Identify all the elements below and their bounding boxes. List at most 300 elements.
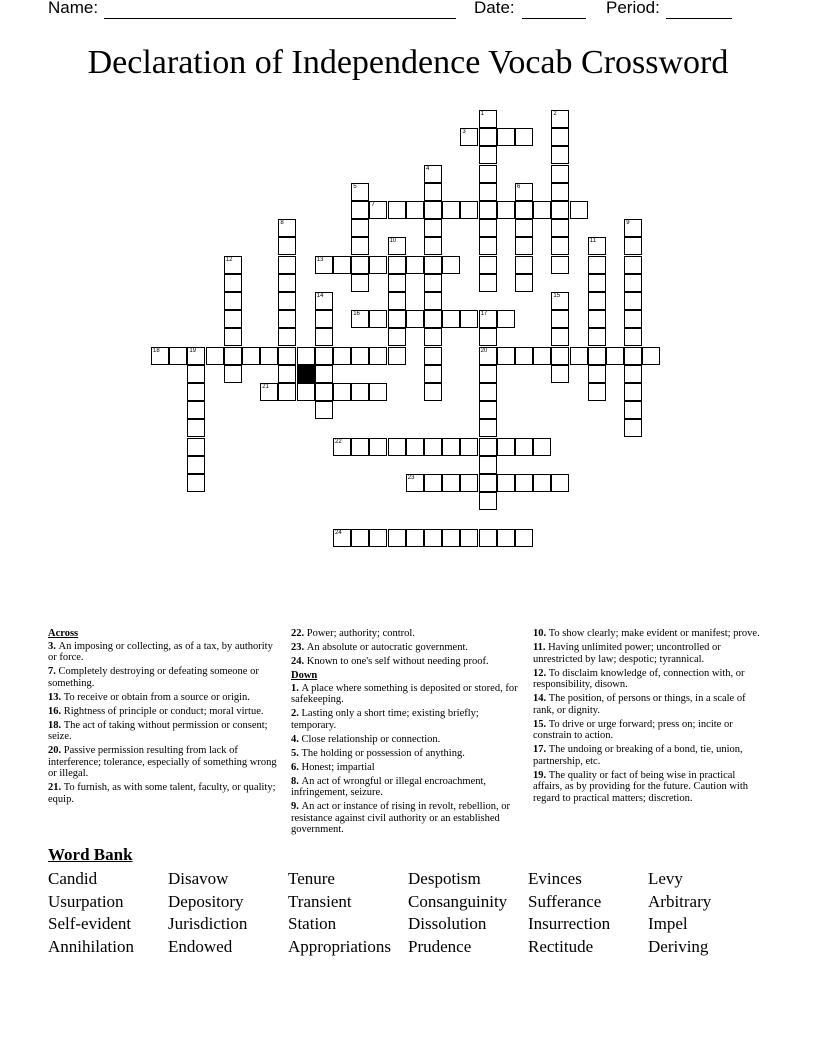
crossword-cell[interactable] <box>551 219 569 237</box>
crossword-cell[interactable] <box>224 256 242 274</box>
crossword-cell[interactable] <box>278 237 296 255</box>
clue-number-label: 5. <box>291 747 302 759</box>
crossword-cell[interactable] <box>224 274 242 292</box>
clue-number: 5 <box>353 183 357 190</box>
crossword-cell[interactable] <box>406 474 424 492</box>
crossword-cell[interactable] <box>169 347 187 365</box>
clue-number-label: 18. <box>48 719 64 731</box>
crossword-cell[interactable] <box>388 256 406 274</box>
crossword-cell[interactable] <box>406 438 424 456</box>
word-bank-title: Word Bank <box>48 845 133 864</box>
word-bank-item: Levy <box>648 869 683 888</box>
clue-number-label: 10. <box>533 628 549 639</box>
across-clue <box>291 642 523 654</box>
crossword-cell[interactable] <box>315 401 333 419</box>
clue-text: An act or instance of rising in revolt, rebellion, or resistance against civil authority or an established government. <box>291 801 510 835</box>
crossword-cell[interactable] <box>315 347 333 365</box>
word-bank-item: Deriving <box>648 936 709 956</box>
crossword-cell[interactable] <box>460 310 478 328</box>
crossword-cell[interactable] <box>424 274 442 292</box>
crossword-cell[interactable] <box>424 292 442 310</box>
word-bank-item: Rectitude <box>528 936 594 956</box>
crossword-cell[interactable] <box>424 438 442 456</box>
crossword-cell[interactable] <box>570 347 588 365</box>
crossword-cell[interactable] <box>624 292 642 310</box>
crossword-cell[interactable] <box>479 183 497 201</box>
crossword-cell[interactable] <box>351 347 369 365</box>
crossword-cell[interactable] <box>479 310 497 328</box>
crossword-cell[interactable] <box>606 347 624 365</box>
crossword-cell[interactable] <box>424 237 442 255</box>
crossword-cell[interactable] <box>224 347 242 365</box>
crossword-cell[interactable] <box>351 383 369 401</box>
crossword-cell[interactable] <box>406 310 424 328</box>
clue-text: An imposing or collecting, as of a tax, by authority or force. <box>48 640 273 663</box>
down-clue <box>291 776 523 799</box>
crossword-cell[interactable] <box>187 401 205 419</box>
date-label: Date: <box>474 0 515 17</box>
crossword-cell[interactable] <box>479 365 497 383</box>
crossword-cell[interactable] <box>187 438 205 456</box>
clue-text: An absolute or autocratic government. <box>306 642 468 653</box>
blocked-cell <box>297 365 315 383</box>
clue-text: To receive or obtain from a source or origin. <box>63 691 250 703</box>
word-bank-item: Endowed <box>168 936 233 956</box>
crossword-cell[interactable] <box>479 456 497 474</box>
crossword-cell[interactable] <box>533 438 551 456</box>
across-clue <box>291 656 523 668</box>
word-bank-item: Despotism <box>408 869 481 888</box>
crossword-cell[interactable] <box>479 146 497 164</box>
crossword-cell[interactable] <box>369 310 387 328</box>
word-bank-item: Depository <box>168 891 244 911</box>
crossword-cell[interactable] <box>388 347 406 365</box>
crossword-cell[interactable] <box>624 347 642 365</box>
clue-text: The undoing or breaking of a bond, tie, union, partnership, etc. <box>533 744 743 767</box>
across-clue <box>48 706 280 718</box>
crossword-cell[interactable] <box>388 274 406 292</box>
clue-text: Rightness of principle or conduct; moral virtue. <box>63 705 264 717</box>
crossword-cell[interactable] <box>424 328 442 346</box>
crossword-cell[interactable] <box>588 347 606 365</box>
crossword-cell[interactable] <box>588 256 606 274</box>
crossword-cell[interactable] <box>369 438 387 456</box>
crossword-cell[interactable] <box>424 256 442 274</box>
crossword-cell[interactable] <box>260 347 278 365</box>
clue-number: 15 <box>553 293 561 299</box>
crossword-cell[interactable] <box>551 365 569 383</box>
crossword-cell[interactable] <box>460 201 478 219</box>
crossword-cell[interactable] <box>442 529 460 547</box>
crossword-cell[interactable] <box>533 347 551 365</box>
crossword-cell[interactable] <box>515 474 533 492</box>
down-clue <box>291 748 523 760</box>
clue-number-label: 6. <box>291 761 302 773</box>
crossword-cell[interactable] <box>351 201 369 219</box>
crossword-cell[interactable] <box>369 256 387 274</box>
clue-text: Honest; impartial <box>301 761 375 773</box>
crossword-cell[interactable] <box>278 347 296 365</box>
word-bank-item: Impel <box>648 914 688 933</box>
word-bank-item: Candid <box>48 869 98 888</box>
crossword-cell[interactable] <box>624 274 642 292</box>
crossword-cell[interactable] <box>351 237 369 255</box>
crossword-cell[interactable] <box>224 328 242 346</box>
across-clue <box>48 692 280 704</box>
clue-number-label: 13. <box>48 691 64 703</box>
crossword-cell[interactable] <box>224 310 242 328</box>
crossword-cell[interactable] <box>551 201 569 219</box>
across-clue <box>291 628 523 640</box>
crossword-cell[interactable] <box>479 237 497 255</box>
crossword-cell[interactable] <box>351 183 369 201</box>
crossword-cell[interactable] <box>624 310 642 328</box>
crossword-cell[interactable] <box>479 274 497 292</box>
crossword-cell[interactable] <box>588 292 606 310</box>
crossword-cell[interactable] <box>479 128 497 146</box>
crossword-cell[interactable] <box>515 219 533 237</box>
clue-number-label: 3. <box>48 640 59 652</box>
crossword-cell[interactable] <box>570 201 588 219</box>
crossword-cell[interactable] <box>406 201 424 219</box>
crossword-cell[interactable] <box>624 365 642 383</box>
down-clue <box>533 744 765 767</box>
crossword-cell[interactable] <box>551 110 569 128</box>
crossword-cell[interactable] <box>424 383 442 401</box>
crossword-cell[interactable] <box>588 328 606 346</box>
word-bank-item: Insurrection <box>528 914 611 933</box>
down-clue <box>291 762 523 774</box>
crossword-cell[interactable] <box>497 128 515 146</box>
clue-number-label: 2. <box>291 708 302 719</box>
crossword-cell[interactable] <box>460 128 478 146</box>
clue-number-label: 11. <box>533 642 549 653</box>
crossword-cell[interactable] <box>406 256 424 274</box>
crossword-cell[interactable] <box>479 492 497 510</box>
crossword-cell[interactable] <box>187 474 205 492</box>
clue-number-label: 21. <box>48 782 64 793</box>
crossword-cell[interactable] <box>497 474 515 492</box>
crossword-cell[interactable] <box>551 165 569 183</box>
crossword-cell[interactable] <box>624 401 642 419</box>
crossword-cell[interactable] <box>497 347 515 365</box>
clue-text: The quality or fact of being wise in practical affairs, as by providing for the future. Caution with regard to practical matters; discretion. <box>533 769 749 804</box>
crossword-cell[interactable] <box>624 256 642 274</box>
word-bank-item: Arbitrary <box>648 891 712 911</box>
clues-column-3 <box>533 628 765 807</box>
crossword-cell[interactable] <box>278 328 296 346</box>
name-label: Name: <box>48 0 99 17</box>
crossword-cell[interactable] <box>333 347 351 365</box>
crossword-cell[interactable] <box>388 310 406 328</box>
crossword-cell[interactable] <box>278 365 296 383</box>
crossword-cell[interactable] <box>497 438 515 456</box>
down-clue <box>533 719 765 742</box>
clue-number-label: 16. <box>48 705 64 717</box>
crossword-cell[interactable] <box>388 237 406 255</box>
clue-number: 4 <box>426 165 430 172</box>
across-clue <box>48 666 280 689</box>
crossword-cell[interactable] <box>351 438 369 456</box>
crossword-cell[interactable] <box>315 383 333 401</box>
crossword-cell[interactable] <box>351 256 369 274</box>
clue-number: 16 <box>353 311 360 318</box>
crossword-cell[interactable] <box>460 529 478 547</box>
crossword-cell[interactable] <box>497 201 515 219</box>
crossword-cell[interactable] <box>551 256 569 274</box>
clue-text: Known to one's self without needing proof. <box>306 656 489 667</box>
word-bank-item: Evinces <box>528 869 582 888</box>
crossword-cell[interactable] <box>369 383 387 401</box>
crossword-cell[interactable] <box>333 256 351 274</box>
crossword-cell[interactable] <box>551 146 569 164</box>
clue-number-label: 4. <box>291 733 302 745</box>
crossword-cell[interactable] <box>533 474 551 492</box>
crossword-cell[interactable] <box>351 219 369 237</box>
crossword-cell[interactable] <box>479 110 497 128</box>
crossword-cell[interactable] <box>479 474 497 492</box>
crossword-cell[interactable] <box>642 347 660 365</box>
crossword-cell[interactable] <box>460 474 478 492</box>
clue-number: 22 <box>335 438 342 445</box>
clue-text: To furnish, as with some talent, faculty, or quality; equip. <box>48 782 276 805</box>
crossword-cell[interactable] <box>315 292 333 310</box>
clue-number: 21 <box>262 384 269 390</box>
crossword-cell[interactable] <box>479 401 497 419</box>
crossword-cell[interactable] <box>551 474 569 492</box>
crossword-cell[interactable] <box>424 474 442 492</box>
crossword-cell[interactable] <box>533 201 551 219</box>
across-heading: Across <box>48 628 79 639</box>
crossword-cell[interactable] <box>479 529 497 547</box>
clue-number-label: 9. <box>291 801 302 812</box>
crossword-cell[interactable] <box>388 529 406 547</box>
crossword-cell[interactable] <box>315 328 333 346</box>
crossword-cell[interactable] <box>551 328 569 346</box>
word-bank-item: Usurpation <box>48 891 124 911</box>
clue-text: A place where something is deposited or stored, for safekeeping. <box>291 682 518 705</box>
clue-number: 14 <box>316 293 324 299</box>
crossword-cell[interactable] <box>424 347 442 365</box>
word-bank-item: Tenure <box>288 869 335 888</box>
clue-number-label: 12. <box>533 667 549 679</box>
clue-text: The position, of persons or things, in a scale of rank, or dignity. <box>533 693 746 716</box>
clue-text: The holding or possession of anything. <box>301 747 465 759</box>
crossword-cell[interactable] <box>588 383 606 401</box>
down-clue <box>291 683 523 706</box>
word-bank-item: Prudence <box>408 936 472 956</box>
crossword-cell[interactable] <box>351 274 369 292</box>
crossword-cell[interactable] <box>588 310 606 328</box>
crossword-cell[interactable] <box>424 310 442 328</box>
crossword-cell[interactable] <box>497 310 515 328</box>
clue-number-label: 14. <box>533 693 549 704</box>
crossword-cell[interactable] <box>333 383 351 401</box>
clue-text: Having unlimited power; uncontrolled or unrestricted by law; despotic; tyrannical. <box>533 642 721 665</box>
crossword-cell[interactable] <box>442 256 460 274</box>
clue-text: To show clearly; make evident or manifest; prove. <box>548 628 760 639</box>
crossword-cell[interactable] <box>278 310 296 328</box>
clue-number: 20 <box>480 347 488 354</box>
crossword-cell[interactable] <box>588 365 606 383</box>
crossword-cell[interactable] <box>424 219 442 237</box>
crossword-cell[interactable] <box>224 292 242 310</box>
clue-number: 6 <box>517 183 521 190</box>
crossword-cell[interactable] <box>206 347 224 365</box>
clue-text: To drive or urge forward; press on; incite or constrain to action. <box>533 718 733 741</box>
crossword-cell[interactable] <box>315 256 333 274</box>
crossword-cell[interactable] <box>588 274 606 292</box>
crossword-cell[interactable] <box>515 347 533 365</box>
crossword-cell[interactable] <box>260 383 278 401</box>
crossword-cell[interactable] <box>551 292 569 310</box>
clues-column-2 <box>291 628 523 838</box>
crossword-cell[interactable] <box>460 438 478 456</box>
crossword-cell[interactable] <box>424 365 442 383</box>
crossword-cell[interactable] <box>479 347 497 365</box>
crossword-cell[interactable] <box>388 292 406 310</box>
word-bank-item: Sufferance <box>528 891 602 911</box>
crossword-cell[interactable] <box>315 310 333 328</box>
across-clue <box>48 720 280 743</box>
crossword-cell[interactable] <box>333 438 351 456</box>
word-bank-item: Appropriations <box>288 936 391 956</box>
crossword-cell[interactable] <box>333 529 351 547</box>
crossword-cell[interactable] <box>479 438 497 456</box>
crossword-cell[interactable] <box>515 529 533 547</box>
crossword-cell[interactable] <box>624 219 642 237</box>
crossword-cell[interactable] <box>278 274 296 292</box>
crossword-cell[interactable] <box>588 237 606 255</box>
word-bank-item: Consanguinity <box>408 891 508 911</box>
crossword-cell[interactable] <box>551 347 569 365</box>
crossword-cell[interactable] <box>624 419 642 437</box>
crossword-cell[interactable] <box>278 292 296 310</box>
down-clue <box>291 734 523 746</box>
word-bank-item: Transient <box>288 891 352 911</box>
clue-text: To disclaim knowledge of, connection with, or responsibility, disown. <box>533 667 745 690</box>
across-clue <box>48 641 280 664</box>
crossword-cell[interactable] <box>187 365 205 383</box>
word-bank-item: Annihilation <box>48 936 134 956</box>
crossword-cell[interactable] <box>479 328 497 346</box>
crossword-cell[interactable] <box>369 347 387 365</box>
clue-number-label: 8. <box>291 775 302 787</box>
clue-number: 7 <box>371 202 375 208</box>
clue-number-label: 19. <box>533 769 549 781</box>
crossword-cell[interactable] <box>624 328 642 346</box>
word-bank-item: Dissolution <box>408 914 487 933</box>
crossword-cell[interactable] <box>515 274 533 292</box>
down-heading: Down <box>291 670 318 681</box>
across-clue <box>48 782 280 805</box>
clue-number: 17 <box>480 311 488 318</box>
crossword-cell[interactable] <box>151 347 169 365</box>
crossword-cell[interactable] <box>187 419 205 437</box>
crossword-cell[interactable] <box>515 438 533 456</box>
crossword-cell[interactable] <box>442 201 460 219</box>
crossword-cell[interactable] <box>187 383 205 401</box>
crossword-cell[interactable] <box>424 165 442 183</box>
crossword-cell[interactable] <box>624 237 642 255</box>
crossword-cell[interactable] <box>351 310 369 328</box>
word-bank <box>48 868 778 957</box>
crossword-cell[interactable] <box>278 383 296 401</box>
clue-text: Close relationship or connection. <box>301 733 441 745</box>
crossword-cell[interactable] <box>351 529 369 547</box>
crossword-cell[interactable] <box>551 128 569 146</box>
crossword-cell[interactable] <box>369 529 387 547</box>
crossword-cell[interactable] <box>479 201 497 219</box>
crossword-cell[interactable] <box>297 383 315 401</box>
crossword-cell[interactable] <box>479 383 497 401</box>
clue-number: 24 <box>335 529 342 536</box>
crossword-cell[interactable] <box>278 219 296 237</box>
crossword-cell[interactable] <box>515 128 533 146</box>
clue-number-label: 22. <box>291 628 307 639</box>
crossword-cell[interactable] <box>278 256 296 274</box>
crossword-cell[interactable] <box>515 256 533 274</box>
crossword-cell[interactable] <box>479 419 497 437</box>
down-clue <box>533 642 765 665</box>
crossword-cell[interactable] <box>551 183 569 201</box>
crossword-cell[interactable] <box>388 438 406 456</box>
clue-number: 18 <box>153 347 160 354</box>
clue-number-label: 24. <box>291 656 307 667</box>
crossword-cell[interactable] <box>406 529 424 547</box>
crossword-cell[interactable] <box>442 438 460 456</box>
crossword-cell[interactable] <box>369 201 387 219</box>
crossword-cell[interactable] <box>515 237 533 255</box>
crossword-cell[interactable] <box>479 165 497 183</box>
crossword-cell[interactable] <box>515 201 533 219</box>
crossword-cell[interactable] <box>315 365 333 383</box>
clue-number: 12 <box>225 256 233 263</box>
word-bank-item: Station <box>288 914 337 933</box>
clue-number: 8 <box>280 220 284 227</box>
crossword-cell[interactable] <box>624 383 642 401</box>
crossword-cell[interactable] <box>388 201 406 219</box>
crossword-cell[interactable] <box>442 310 460 328</box>
down-clue <box>291 708 523 731</box>
clue-number-label: 17. <box>533 744 549 755</box>
crossword-cell[interactable] <box>297 347 315 365</box>
crossword-cell[interactable] <box>515 183 533 201</box>
crossword-cell[interactable] <box>551 237 569 255</box>
crossword-cell[interactable] <box>479 219 497 237</box>
crossword-cell[interactable] <box>551 310 569 328</box>
word-bank-item: Jurisdiction <box>168 914 248 933</box>
clue-number-label: 15. <box>533 718 549 730</box>
crossword-cell[interactable] <box>424 201 442 219</box>
clue-number-label: 20. <box>48 745 64 756</box>
crossword-cell[interactable] <box>187 456 205 474</box>
crossword-cell[interactable] <box>497 529 515 547</box>
clue-number: 2 <box>553 111 557 117</box>
crossword-cell[interactable] <box>424 183 442 201</box>
clue-text: Completely destroying or defeating someone or something. <box>48 666 259 689</box>
crossword-cell[interactable] <box>242 347 260 365</box>
crossword-cell[interactable] <box>479 256 497 274</box>
crossword-cell[interactable] <box>388 328 406 346</box>
crossword-cell[interactable] <box>424 529 442 547</box>
crossword-cell[interactable] <box>187 347 205 365</box>
page-title: Declaration of Independence Vocab Crossword <box>87 44 729 81</box>
crossword-cell[interactable] <box>442 474 460 492</box>
word-bank-item: Self-evident <box>48 914 132 933</box>
crossword-cell[interactable] <box>224 365 242 383</box>
clue-number-label: 23. <box>291 642 307 653</box>
